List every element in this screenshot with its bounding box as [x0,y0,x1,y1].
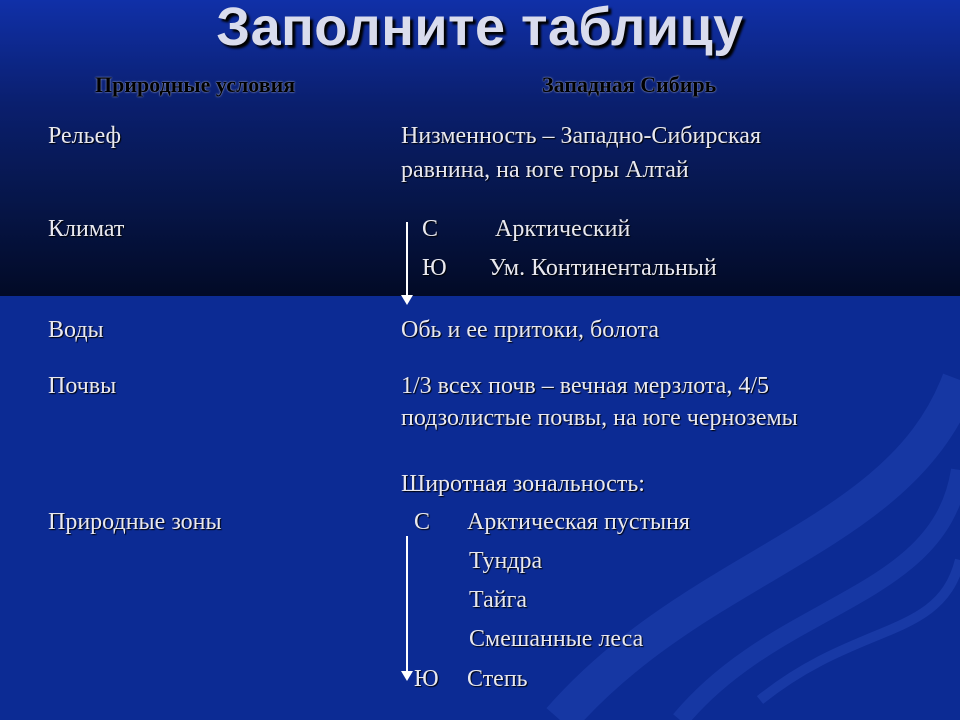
zone-item: Смешанные леса [469,626,644,652]
relief-value-line1: Низменность – Западно-Сибирская [401,123,761,149]
zone-item: Степь [467,666,528,692]
zone-item: Арктическая пустыня [467,509,690,535]
climate-north-value: Арктический [495,216,631,242]
climate-south-value: Ум. Континентальный [489,255,717,281]
relief-value-line2: равнина, на юге горы Алтай [401,157,689,183]
row-label-climate: Климат [48,216,125,242]
zone-item: Тайга [469,587,528,613]
soils-value-line1: 1/3 всех почв – вечная мерзлота, 4/5 [401,373,769,399]
page-title: Заполните таблицу [216,0,744,57]
climate-north-letter: С [422,216,439,242]
zones-intro: Широтная зональность: [401,471,645,497]
climate-south-letter: Ю [422,255,447,281]
north-south-arrow-icon [406,536,408,672]
column-header-west-siberia: Западная Сибирь [542,72,717,97]
soils-value-line2: подзолистые почвы, на юге черноземы [401,405,798,431]
zones-south-letter: Ю [414,666,439,692]
row-label-relief: Рельеф [48,123,122,149]
zones-north-letter: С [414,509,431,535]
row-label-soils: Почвы [48,373,117,399]
zone-item: Тундра [469,548,543,574]
row-label-waters: Воды [48,317,104,343]
waters-value: Обь и ее притоки, болота [401,317,659,343]
north-south-arrow-icon [406,222,408,296]
column-header-conditions: Природные условия [95,72,296,97]
row-label-zones: Природные зоны [48,509,222,535]
